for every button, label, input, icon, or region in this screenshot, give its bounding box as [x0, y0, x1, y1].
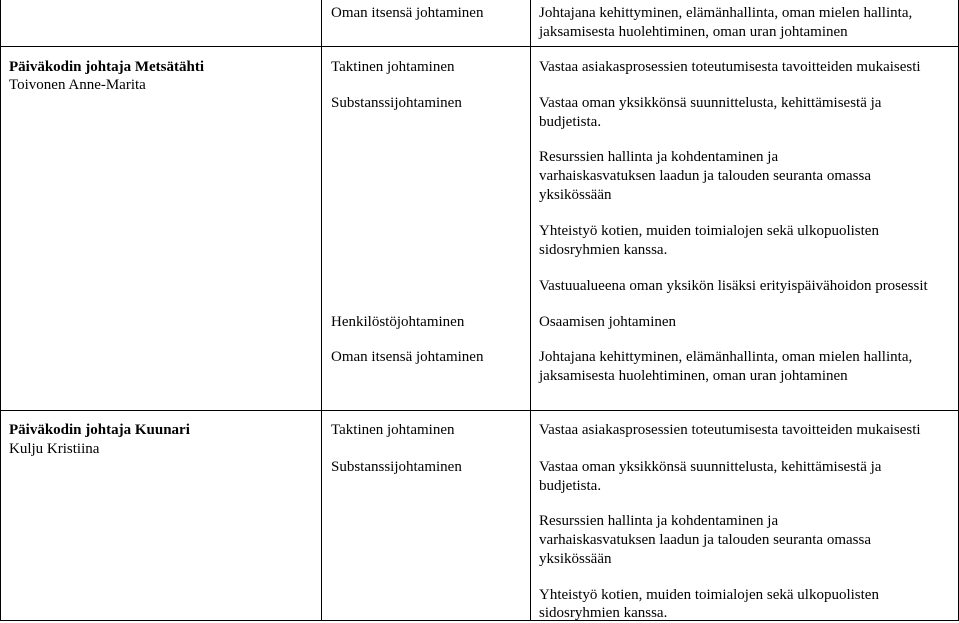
person-name: Toivonen Anne-Marita [9, 77, 146, 93]
leadership-area: Taktinen johtaminen [331, 59, 455, 75]
responsibility-text: Vastuualueena oman yksikön lisäksi erityispäivähoidon prosessit [539, 278, 928, 294]
responsibility-text: varhaiskasvatuksen laadun ja talouden seuranta omassa [539, 532, 871, 548]
responsibility-text: varhaiskasvatuksen laadun ja talouden seuranta omassa [539, 168, 871, 184]
responsibility-text: Vastaa asiakasprosessien toteutumisesta tavoitteiden mukaisesti [539, 422, 921, 438]
responsibility-text: sidosryhmien kanssa. [539, 242, 668, 258]
leadership-area: Substanssijohtaminen [331, 459, 462, 475]
responsibility-text: Johtajana kehittyminen, elämänhallinta, oman mielen hallinta, [539, 5, 913, 21]
column-divider [321, 0, 322, 621]
responsibility-text: Yhteistyö kotien, muiden toimialojen sekä ulkopuolisten [539, 587, 879, 603]
person-title: Päiväkodin johtaja Kuunari [9, 422, 190, 438]
leadership-area: Substanssijohtaminen [331, 95, 462, 111]
responsibility-text: Vastaa oman yksikkönsä suunnittelusta, kehittämisestä ja [539, 459, 882, 475]
responsibility-text: yksikössään [539, 551, 612, 567]
responsibility-text: Resurssien hallinta ja kohdentaminen ja [539, 149, 779, 165]
responsibility-text: Johtajana kehittyminen, elämänhallinta, oman mielen hallinta, [539, 349, 913, 365]
column-divider [0, 0, 1, 621]
responsibility-text: budjetista. [539, 114, 602, 130]
responsibility-text: Vastaa oman yksikkönsä suunnittelusta, kehittämisestä ja [539, 95, 882, 111]
row-divider [0, 46, 959, 47]
leadership-area: Oman itsensä johtaminen [331, 349, 484, 365]
leadership-area: Taktinen johtaminen [331, 422, 455, 438]
responsibility-text: Resurssien hallinta ja kohdentaminen ja [539, 513, 779, 529]
responsibility-text: jaksamisesta huolehtiminen, oman uran johtaminen [539, 24, 848, 40]
responsibility-text: jaksamisesta huolehtiminen, oman uran johtaminen [539, 368, 848, 384]
responsibility-text: Vastaa asiakasprosessien toteutumisesta tavoitteiden mukaisesti [539, 59, 921, 75]
person-name: Kulju Kristiina [9, 441, 100, 457]
leadership-area: Henkilöstöjohtaminen [331, 314, 465, 330]
responsibility-text: budjetista. [539, 478, 602, 494]
responsibility-text: Yhteistyö kotien, muiden toimialojen sekä ulkopuolisten [539, 223, 879, 239]
responsibility-text: Osaamisen johtaminen [539, 314, 677, 330]
leadership-area: Oman itsensä johtaminen [331, 5, 484, 21]
responsibility-text: yksikössään [539, 187, 612, 203]
row-divider [0, 410, 959, 411]
responsibility-text: sidosryhmien kanssa. [539, 605, 668, 621]
column-divider [530, 0, 531, 621]
person-title: Päiväkodin johtaja Metsätähti [9, 59, 204, 75]
